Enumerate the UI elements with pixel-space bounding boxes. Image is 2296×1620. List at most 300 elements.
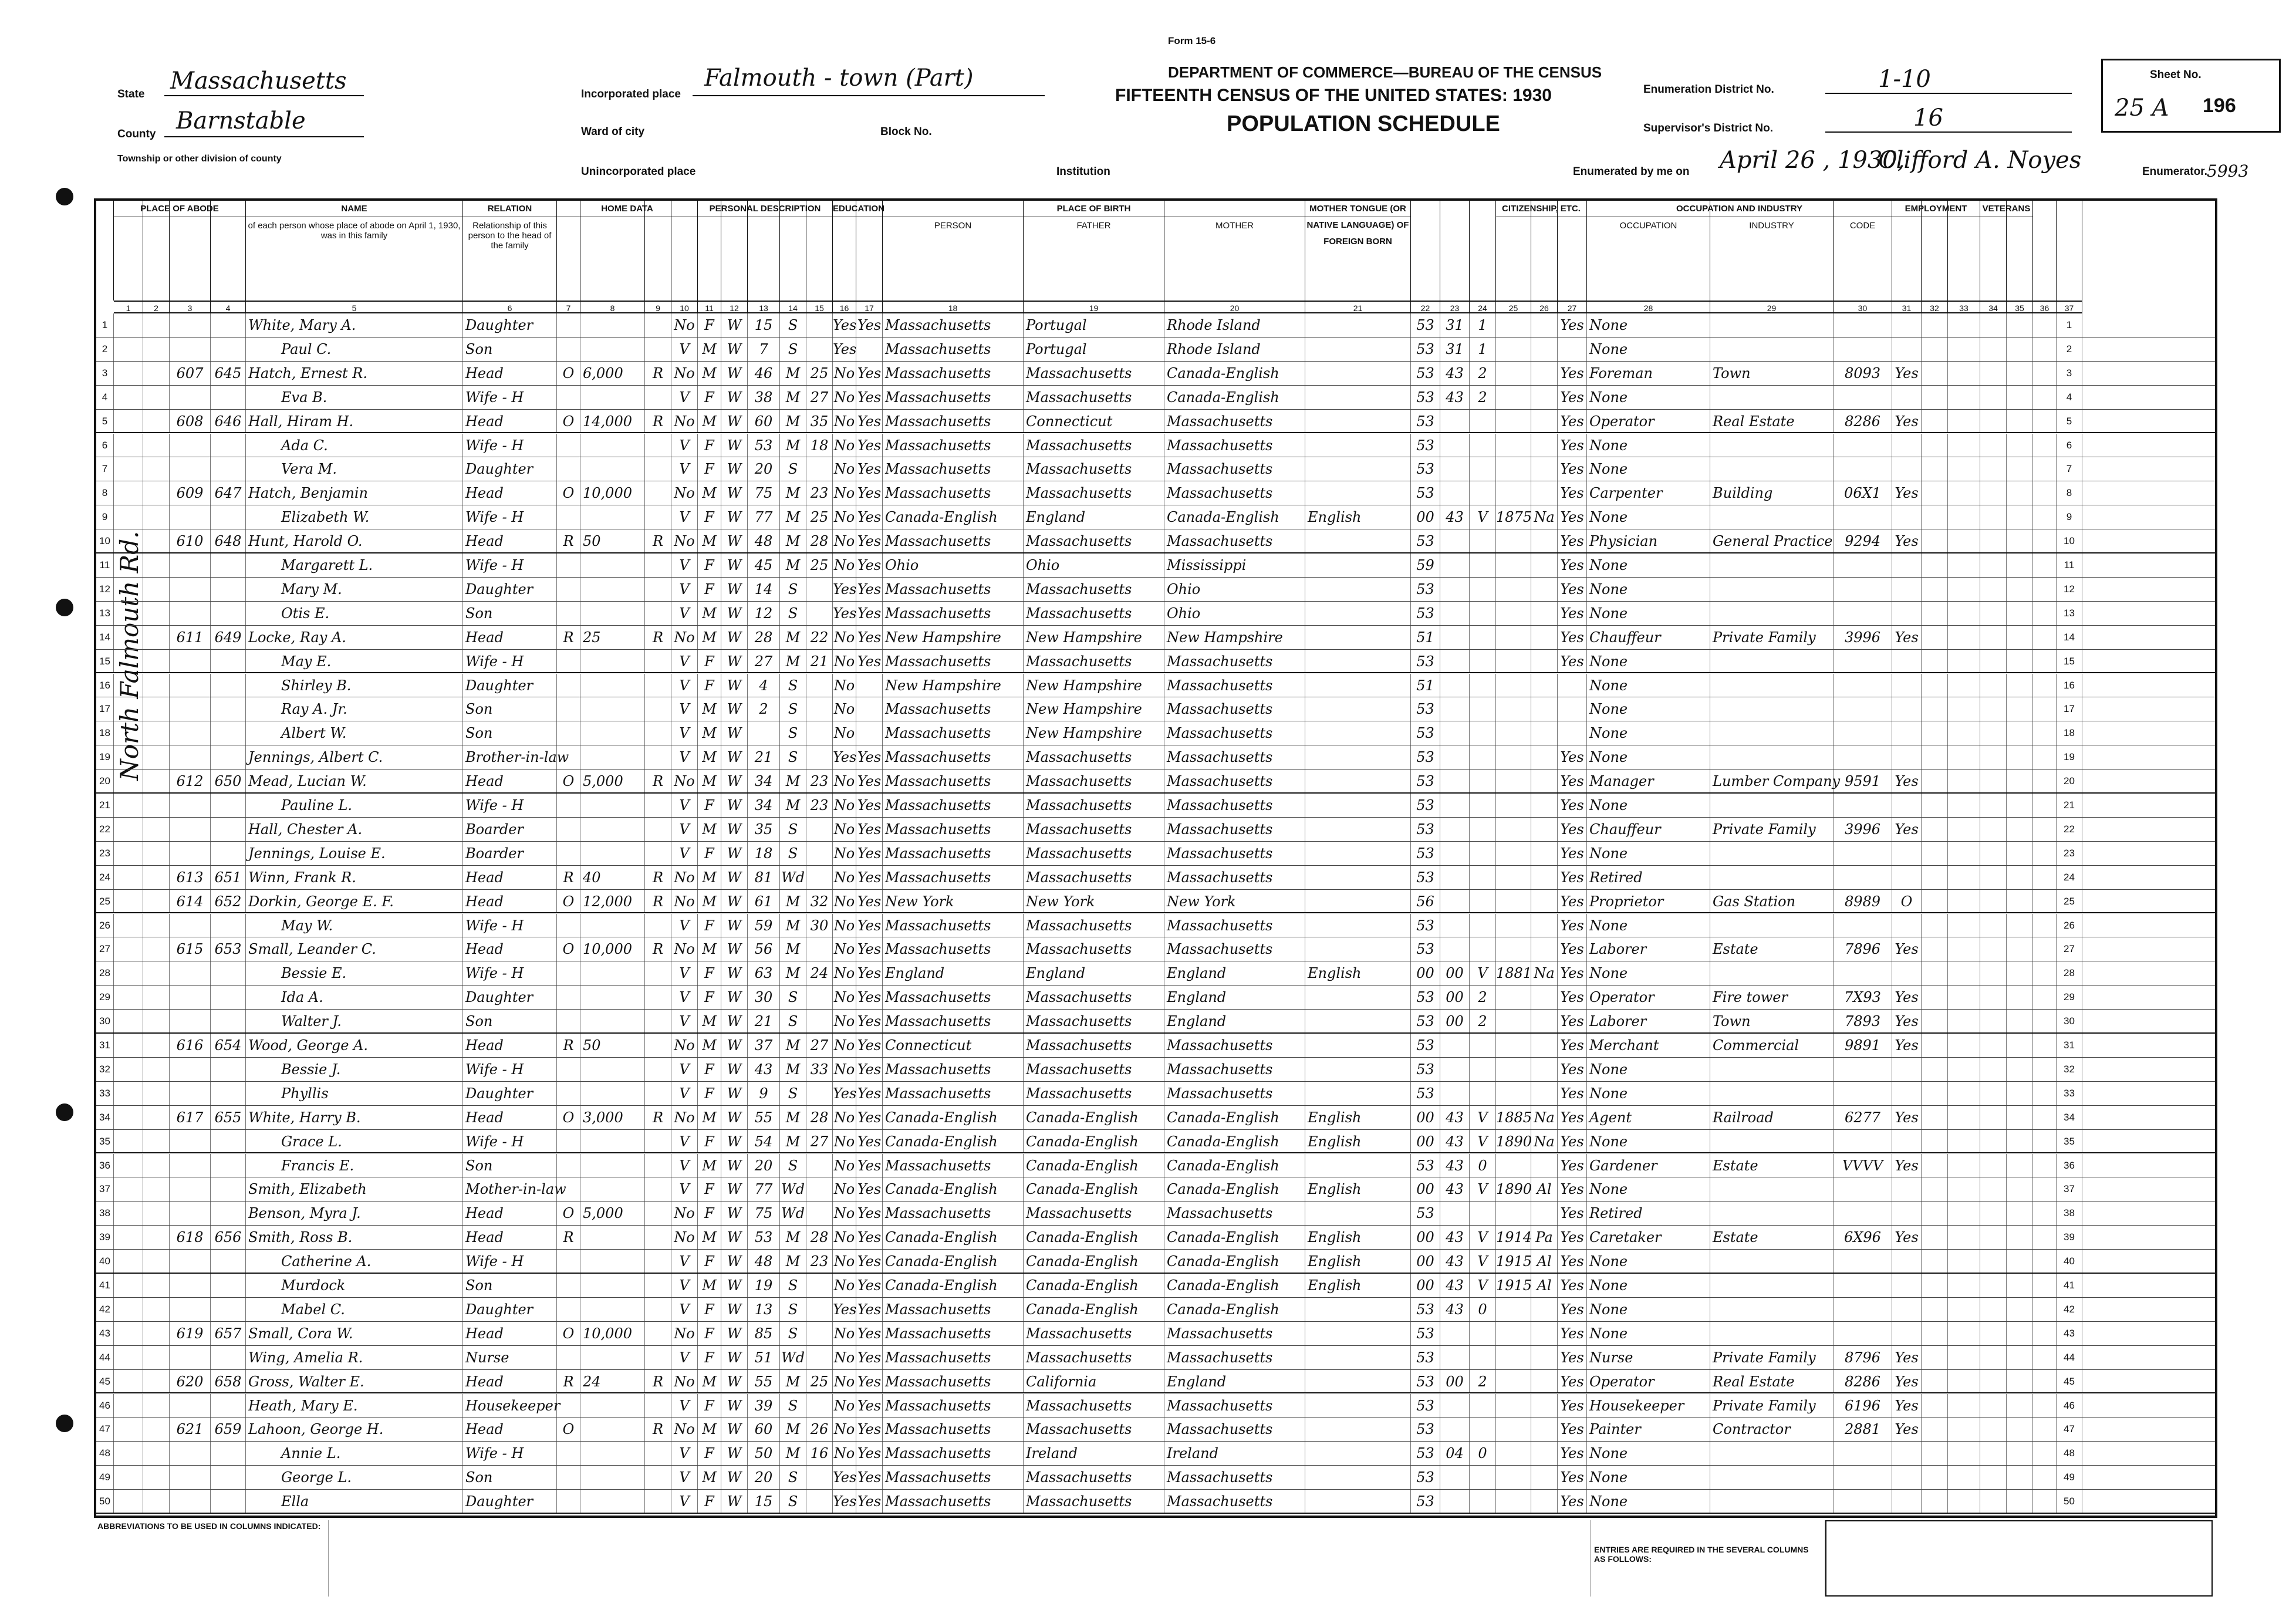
cell-cc: V: [1470, 1177, 1496, 1201]
cell-rel: Head: [463, 937, 557, 961]
cell-e3: [1948, 1370, 1980, 1393]
cell-ind: [1710, 505, 1834, 529]
cell-mar: Wd: [780, 1202, 806, 1225]
cell-ind: Gas Station: [1710, 890, 1834, 913]
cell-rn: 2: [2057, 338, 2082, 361]
cell-e2: [1922, 529, 1948, 552]
cell-bp: Massachusetts: [883, 937, 1024, 961]
cell-own: R: [557, 866, 580, 889]
cell-house: [143, 1130, 170, 1153]
cell-lang: [1305, 1154, 1411, 1177]
cell-street: [114, 529, 143, 552]
cell-sex: F: [698, 1298, 721, 1321]
cell-e3: [1948, 578, 1980, 601]
cell-fam: 657: [211, 1322, 246, 1345]
cell-e3: [1948, 961, 1980, 985]
cell-race: W: [721, 434, 748, 457]
cell-rel: Head: [463, 1322, 557, 1345]
cell-ind: [1710, 721, 1834, 745]
cell-e2: [1922, 1226, 1948, 1249]
cell-val: [580, 794, 645, 817]
cell-radio: [645, 505, 671, 529]
column-number: 7: [557, 301, 580, 313]
cell-e3: [1948, 937, 1980, 961]
cell-v2: [2007, 626, 2033, 649]
cell-age: 14: [748, 578, 780, 601]
row-number: 20: [96, 770, 114, 792]
cell-lang: [1305, 1490, 1411, 1513]
cell-race: W: [721, 1346, 748, 1369]
cell-bm: Canada-English: [1164, 505, 1305, 529]
cell-sex: F: [698, 457, 721, 481]
cell-race: W: [721, 745, 748, 769]
cell-agem: 32: [806, 890, 833, 913]
cell-emp: [1892, 313, 1922, 337]
cell-rel: Son: [463, 697, 557, 721]
cell-bp: Massachusetts: [883, 1346, 1024, 1369]
cell-v1: [1980, 626, 2007, 649]
cell-own: [557, 1250, 580, 1273]
table-row: [96, 481, 2215, 505]
cell-lang: [1305, 457, 1411, 481]
cell-cb: [1440, 626, 1470, 649]
cell-age: 4: [748, 674, 780, 697]
cell-rel: Son: [463, 1010, 557, 1032]
cell-read: [856, 338, 883, 361]
cell-ind: Building: [1710, 481, 1834, 505]
cell-ind: Private Family: [1710, 818, 1834, 841]
cell-emp: [1892, 721, 1922, 745]
cell-rn: 36: [2057, 1154, 2082, 1177]
cell-occ: Gardener: [1587, 1154, 1710, 1177]
cell-ind: Real Estate: [1710, 410, 1834, 433]
cell-sex: M: [698, 1034, 721, 1057]
row-number: 36: [96, 1154, 114, 1177]
cell-name: Mead, Lucian W.: [246, 770, 463, 792]
cell-radio: [645, 1226, 671, 1249]
cell-e3: [1948, 674, 1980, 697]
cell-race: W: [721, 626, 748, 649]
cell-cb: 31: [1440, 313, 1470, 337]
cell-cc: 1: [1470, 338, 1496, 361]
cell-v1: [1980, 529, 2007, 552]
cell-mar: S: [780, 721, 806, 745]
row-number: 40: [96, 1250, 114, 1273]
cell-e3: [1948, 1034, 1980, 1057]
column-number: 3: [170, 301, 211, 313]
row-number: 13: [96, 602, 114, 625]
cell-e4: [2033, 529, 2057, 552]
cell-bp: Massachusetts: [883, 1154, 1024, 1177]
cell-bm: Massachusetts: [1164, 1082, 1305, 1105]
table-row: [96, 457, 2215, 481]
cell-dw: [170, 1154, 211, 1177]
column-number: 20: [1164, 301, 1305, 313]
cell-cb: [1440, 602, 1470, 625]
cell-bp: Canada-English: [883, 1226, 1024, 1249]
cell-val: [580, 1058, 645, 1081]
cell-radio: R: [645, 410, 671, 433]
cell-dw: [170, 1250, 211, 1273]
cell-read: Yes: [856, 866, 883, 889]
cell-code: [1834, 794, 1892, 817]
cell-read: Yes: [856, 1466, 883, 1489]
cell-cc: [1470, 890, 1496, 913]
cell-farm: V: [671, 745, 698, 769]
cell-name: White, Mary A.: [246, 313, 463, 337]
cell-eng: Yes: [1558, 1322, 1587, 1345]
cell-sch: Yes: [833, 1298, 856, 1321]
cell-bp: Canada-English: [883, 1250, 1024, 1273]
cell-cc: [1470, 578, 1496, 601]
cell-imm: [1496, 866, 1531, 889]
cell-code: 8286: [1834, 410, 1892, 433]
cell-agem: [806, 1394, 833, 1418]
cell-cb: [1440, 721, 1470, 745]
cell-fam: [211, 578, 246, 601]
cell-name: Albert W.: [246, 721, 463, 745]
cell-emp: Yes: [1892, 1418, 1922, 1441]
cell-name: Small, Cora W.: [246, 1322, 463, 1345]
cell-ca: 53: [1411, 1010, 1440, 1032]
cell-sex: M: [698, 626, 721, 649]
cell-name: Vera M.: [246, 457, 463, 481]
cell-sex: F: [698, 1130, 721, 1153]
cell-val: [580, 818, 645, 841]
table-row: [96, 1130, 2215, 1154]
column-number: 23: [1440, 301, 1470, 313]
cell-read: Yes: [856, 914, 883, 937]
column-group-8: MOTHER TONGUE (OR NATIVE LANGUAGE) OF FOREIGN BORN: [1305, 201, 1411, 217]
cell-eng: Yes: [1558, 1154, 1587, 1177]
cell-farm: No: [671, 1322, 698, 1345]
cell-v1: [1980, 650, 2007, 673]
cell-e3: [1948, 434, 1980, 457]
table-row: [96, 1370, 2215, 1394]
cell-agem: [806, 1466, 833, 1489]
cell-house: [143, 1490, 170, 1513]
cell-bf: New York: [1024, 890, 1164, 913]
cell-lang: [1305, 313, 1411, 337]
cell-radio: [645, 1010, 671, 1032]
cell-nat: [1531, 578, 1558, 601]
cell-farm: No: [671, 481, 698, 505]
cell-v2: [2007, 481, 2033, 505]
cell-own: [557, 1274, 580, 1297]
cell-sex: M: [698, 697, 721, 721]
cell-age: 60: [748, 1418, 780, 1441]
cell-cb: [1440, 554, 1470, 577]
cell-imm: [1496, 434, 1531, 457]
cell-radio: R: [645, 1370, 671, 1393]
cell-ca: 53: [1411, 578, 1440, 601]
row-number: 30: [96, 1010, 114, 1032]
cell-e3: [1948, 1322, 1980, 1345]
department-title: DEPARTMENT OF COMMERCE—BUREAU OF THE CENSUS: [1168, 63, 1602, 81]
cell-emp: [1892, 457, 1922, 481]
cell-code: [1834, 313, 1892, 337]
column-head-code: CODE: [1834, 201, 1892, 301]
cell-val: [580, 1490, 645, 1513]
cell-dw: 616: [170, 1034, 211, 1057]
cell-street: [114, 1274, 143, 1297]
cell-v1: [1980, 362, 2007, 385]
cell-e2: [1922, 674, 1948, 697]
cell-v1: [1980, 1370, 2007, 1393]
cell-ind: Estate: [1710, 1154, 1834, 1177]
cell-age: 21: [748, 1010, 780, 1032]
cell-cc: [1470, 1322, 1496, 1345]
cell-eng: Yes: [1558, 626, 1587, 649]
column-head-val: [580, 201, 645, 301]
cell-bp: Massachusetts: [883, 1298, 1024, 1321]
cell-v2: [2007, 386, 2033, 409]
cell-age: 34: [748, 794, 780, 817]
cell-mar: S: [780, 818, 806, 841]
cell-agem: [806, 866, 833, 889]
cell-ind: Private Family: [1710, 1394, 1834, 1418]
cell-code: [1834, 674, 1892, 697]
cell-name: Ray A. Jr.: [246, 697, 463, 721]
cell-farm: V: [671, 1177, 698, 1201]
cell-e4: [2033, 1130, 2057, 1153]
cell-name: Hatch, Benjamin: [246, 481, 463, 505]
column-number: 12: [721, 301, 748, 313]
cell-read: [856, 674, 883, 697]
column-number: 18: [883, 301, 1024, 313]
cell-mar: M: [780, 1442, 806, 1465]
cell-occ: None: [1587, 1322, 1710, 1345]
row-number-column-head: [96, 201, 114, 301]
cell-code: [1834, 457, 1892, 481]
cell-eng: Yes: [1558, 457, 1587, 481]
cell-fam: [211, 986, 246, 1009]
cell-rel: Daughter: [463, 313, 557, 337]
cell-imm: [1496, 818, 1531, 841]
cell-cc: [1470, 1418, 1496, 1441]
cell-read: Yes: [856, 529, 883, 552]
ward-label: Ward of city: [581, 126, 645, 138]
cell-emp: [1892, 1322, 1922, 1345]
cell-race: W: [721, 937, 748, 961]
cell-e3: [1948, 1418, 1980, 1441]
cell-sex: M: [698, 1370, 721, 1393]
column-number: 25: [1496, 301, 1531, 313]
cell-e2: [1922, 1418, 1948, 1441]
cell-ind: Real Estate: [1710, 1370, 1834, 1393]
cell-agem: 35: [806, 410, 833, 433]
cell-name: Smith, Elizabeth: [246, 1177, 463, 1201]
cell-ca: 53: [1411, 650, 1440, 673]
cell-rel: Head: [463, 626, 557, 649]
cell-sex: F: [698, 434, 721, 457]
cell-code: [1834, 1274, 1892, 1297]
cell-age: 27: [748, 650, 780, 673]
cell-v2: [2007, 1177, 2033, 1201]
cell-bp: Massachusetts: [883, 434, 1024, 457]
cell-v1: [1980, 794, 2007, 817]
cell-read: Yes: [856, 650, 883, 673]
cell-sch: No: [833, 1106, 856, 1129]
cell-house: [143, 650, 170, 673]
cell-v1: [1980, 937, 2007, 961]
cell-agem: [806, 457, 833, 481]
cell-agem: 28: [806, 1226, 833, 1249]
cell-lang: [1305, 1202, 1411, 1225]
column-number: 10: [671, 301, 698, 313]
cell-rel: Daughter: [463, 1082, 557, 1105]
cell-cb: 04: [1440, 1442, 1470, 1465]
column-head-sex: [698, 201, 721, 301]
cell-cc: [1470, 434, 1496, 457]
cell-eng: Yes: [1558, 1202, 1587, 1225]
cell-agem: [806, 986, 833, 1009]
cell-cb: 31: [1440, 338, 1470, 361]
cell-dw: [170, 1346, 211, 1369]
cell-own: O: [557, 890, 580, 913]
cell-house: [143, 410, 170, 433]
cell-bm: Ohio: [1164, 602, 1305, 625]
cell-imm: [1496, 1394, 1531, 1418]
unincorporated-label: Unincorporated place: [581, 166, 696, 178]
column-number: 2: [143, 301, 170, 313]
cell-nat: [1531, 986, 1558, 1009]
cell-fam: [211, 434, 246, 457]
cell-bm: Mississippi: [1164, 554, 1305, 577]
cell-sex: M: [698, 721, 721, 745]
cell-age: 21: [748, 745, 780, 769]
cell-farm: V: [671, 818, 698, 841]
cell-fam: [211, 1202, 246, 1225]
cell-ca: 00: [1411, 505, 1440, 529]
cell-cc: 2: [1470, 386, 1496, 409]
cell-e4: [2033, 1226, 2057, 1249]
cell-ind: [1710, 1442, 1834, 1465]
cell-sch: No: [833, 1226, 856, 1249]
cell-dw: [170, 1466, 211, 1489]
cell-dw: [170, 313, 211, 337]
table-row: [96, 961, 2215, 986]
row-number: 11: [96, 554, 114, 577]
cell-agem: [806, 1202, 833, 1225]
cell-agem: [806, 338, 833, 361]
cell-own: O: [557, 1418, 580, 1441]
cell-own: [557, 1058, 580, 1081]
cell-fam: [211, 842, 246, 865]
cell-cc: [1470, 529, 1496, 552]
cell-age: 18: [748, 842, 780, 865]
cell-bf: Massachusetts: [1024, 362, 1164, 385]
cell-eng: Yes: [1558, 1274, 1587, 1297]
cell-cb: 00: [1440, 986, 1470, 1009]
cell-sch: No: [833, 674, 856, 697]
cell-radio: [645, 697, 671, 721]
cell-race: W: [721, 721, 748, 745]
cell-mar: S: [780, 602, 806, 625]
cell-imm: [1496, 1298, 1531, 1321]
cell-rel: Head: [463, 1106, 557, 1129]
cell-fam: [211, 1466, 246, 1489]
cell-nat: Na: [1531, 1130, 1558, 1153]
cell-imm: [1496, 914, 1531, 937]
cell-v1: [1980, 818, 2007, 841]
cell-age: 2: [748, 697, 780, 721]
cell-farm: V: [671, 1082, 698, 1105]
cell-bf: Massachusetts: [1024, 1418, 1164, 1441]
cell-nat: [1531, 794, 1558, 817]
cell-emp: Yes: [1892, 410, 1922, 433]
cell-emp: Yes: [1892, 362, 1922, 385]
cell-eng: Yes: [1558, 1490, 1587, 1513]
supervisor-value: 16: [1913, 104, 1943, 131]
column-group-4: HOME DATA: [557, 201, 698, 217]
cell-house: [143, 1058, 170, 1081]
cell-sex: F: [698, 1058, 721, 1081]
cell-bp: Massachusetts: [883, 1466, 1024, 1489]
cell-occ: None: [1587, 434, 1710, 457]
cell-sex: F: [698, 842, 721, 865]
cell-fam: [211, 554, 246, 577]
cell-ind: Contractor: [1710, 1418, 1834, 1441]
cell-ca: 53: [1411, 602, 1440, 625]
cell-farm: V: [671, 842, 698, 865]
cell-occ: None: [1587, 1298, 1710, 1321]
cell-rel: Son: [463, 1466, 557, 1489]
cell-e3: [1948, 1490, 1980, 1513]
cell-dw: [170, 386, 211, 409]
cell-e2: [1922, 1130, 1948, 1153]
cell-e2: [1922, 914, 1948, 937]
cell-cb: 43: [1440, 1226, 1470, 1249]
cell-mar: M: [780, 1370, 806, 1393]
row-number: 22: [96, 818, 114, 841]
column-head-ca: [1411, 201, 1440, 301]
cell-occ: None: [1587, 961, 1710, 985]
cell-bf: Massachusetts: [1024, 794, 1164, 817]
cell-race: W: [721, 1202, 748, 1225]
cell-rel: Head: [463, 1202, 557, 1225]
cell-v1: [1980, 481, 2007, 505]
cell-rn: 17: [2057, 697, 2082, 721]
cell-e3: [1948, 866, 1980, 889]
cell-radio: [645, 1250, 671, 1273]
cell-own: [557, 1346, 580, 1369]
cell-own: [557, 1154, 580, 1177]
row-number: 47: [96, 1418, 114, 1441]
cell-e2: [1922, 890, 1948, 913]
cell-imm: [1496, 697, 1531, 721]
cell-bm: Canada-English: [1164, 386, 1305, 409]
cell-occ: None: [1587, 313, 1710, 337]
cell-dw: [170, 794, 211, 817]
cell-imm: [1496, 1154, 1531, 1177]
cell-cb: 43: [1440, 1250, 1470, 1273]
cell-e2: [1922, 457, 1948, 481]
column-number: 30: [1834, 301, 1892, 313]
cell-e3: [1948, 1202, 1980, 1225]
cell-house: [143, 986, 170, 1009]
cell-v1: [1980, 1418, 2007, 1441]
cell-fam: [211, 1274, 246, 1297]
cell-ca: 53: [1411, 1034, 1440, 1057]
cell-bp: Massachusetts: [883, 457, 1024, 481]
cell-code: 7896: [1834, 937, 1892, 961]
cell-house: [143, 842, 170, 865]
cell-e2: [1922, 650, 1948, 673]
cell-bp: Massachusetts: [883, 842, 1024, 865]
cell-house: [143, 1442, 170, 1465]
cell-v2: [2007, 1274, 2033, 1297]
